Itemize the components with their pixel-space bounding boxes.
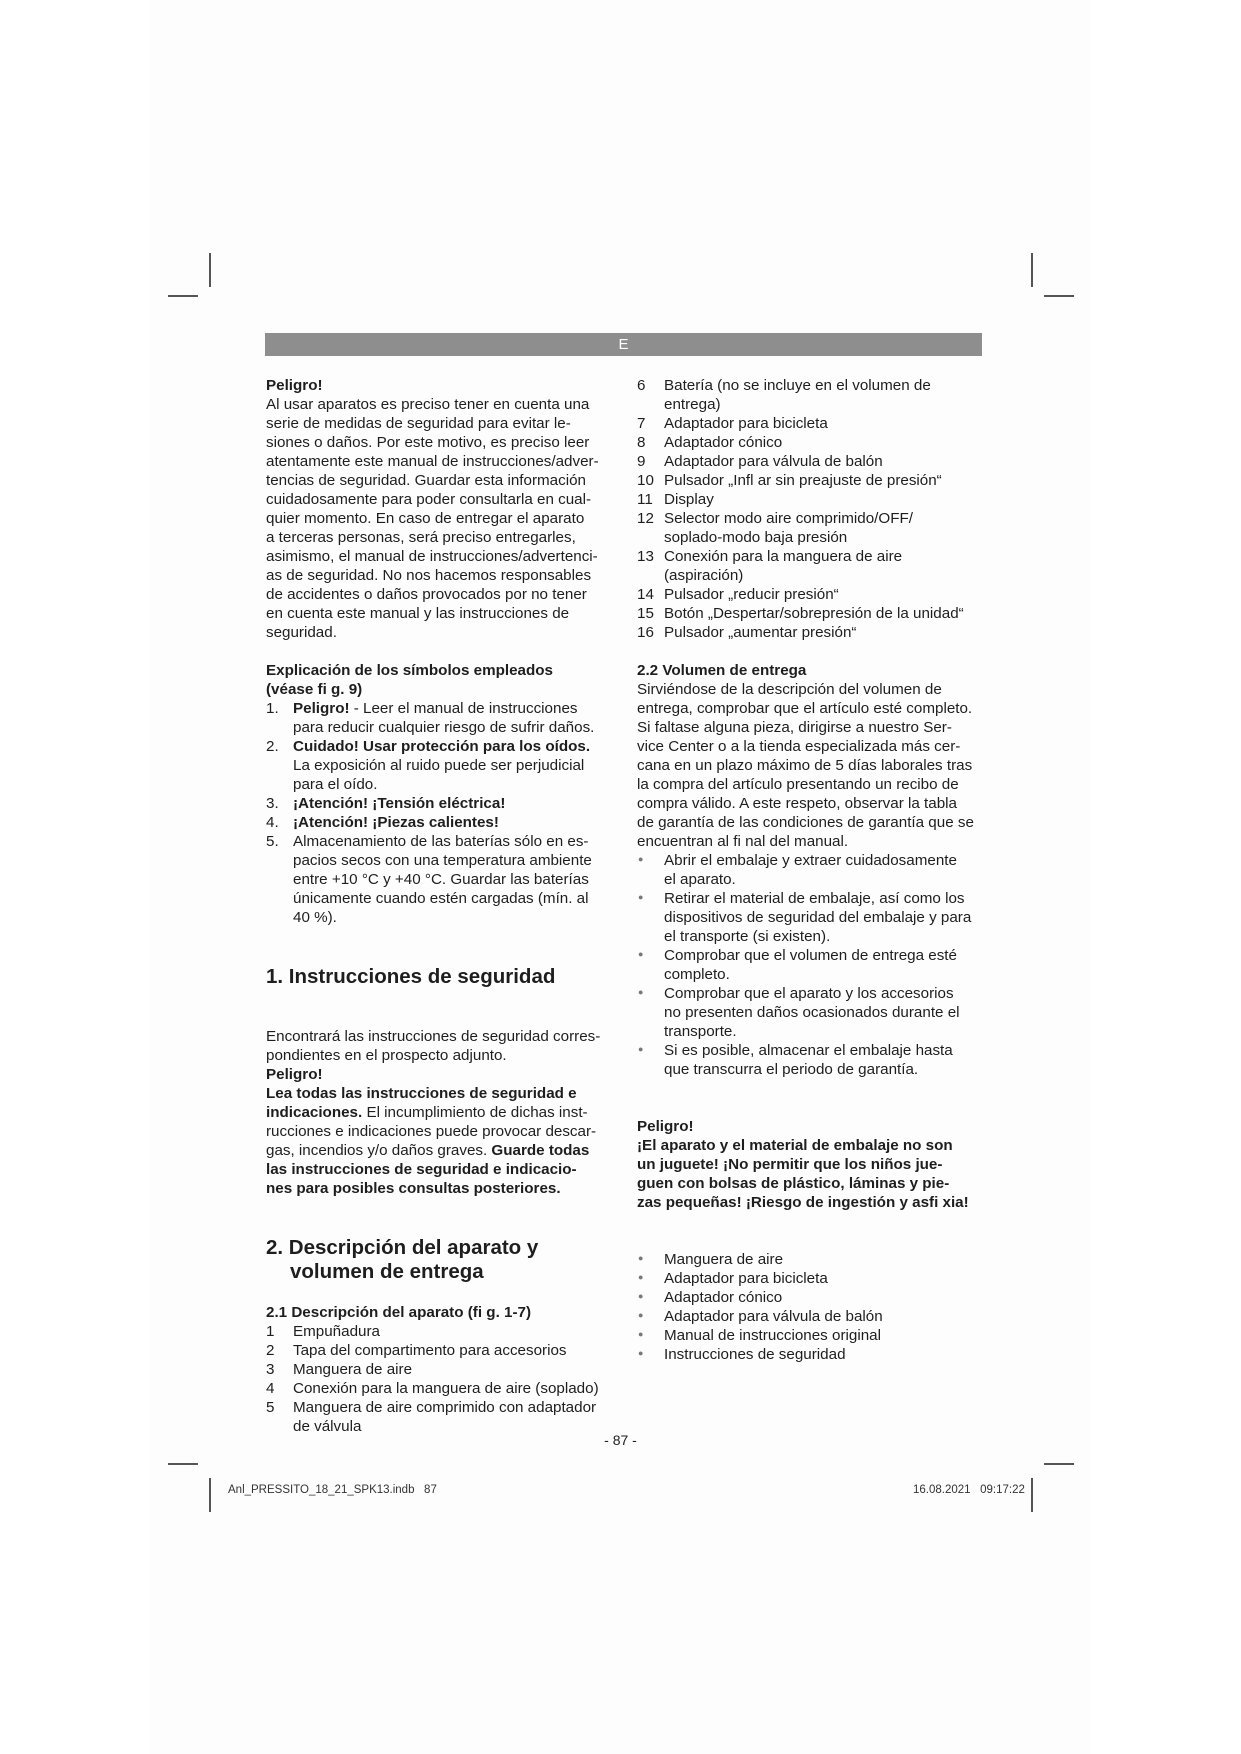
symbol-title: ¡Atención! ¡Tensión eléctrica!: [293, 795, 506, 812]
part-name: Conexión para la manguera de aire (soplado): [293, 1380, 599, 1397]
text-line: Almacenamiento de las baterías sólo en es-: [293, 833, 589, 850]
list-number: 11: [637, 491, 653, 508]
unpacking-steps-list: [637, 851, 989, 1079]
list-number: 16: [637, 624, 654, 641]
part-name: Tapa del compartimento para accesorios: [293, 1342, 567, 1359]
text-line: 40 %).: [293, 909, 337, 926]
list-item: [637, 509, 989, 547]
list-item: [637, 490, 989, 509]
crop-mark-bottom-left-h: [168, 1463, 198, 1465]
list-item: [637, 1269, 989, 1288]
text-line: as de seguridad. No nos hacemos responsables: [266, 567, 592, 584]
content-item: Adaptador para válvula de balón: [664, 1308, 883, 1325]
list-number: 4.: [266, 814, 279, 831]
list-number: 9: [637, 453, 646, 470]
list-item: [637, 1041, 989, 1079]
crop-mark-bottom-left-v: [209, 1478, 211, 1512]
list-number: 4: [266, 1380, 275, 1397]
text-line: Guarde todas: [487, 1142, 590, 1159]
text-line: cuidadosamente para poder consultarla en cual-: [266, 491, 592, 508]
text-line: compra válido. A este respeto, observar la tabla: [637, 795, 957, 812]
list-number: 8: [637, 434, 646, 451]
list-item: [637, 452, 989, 471]
text-line: zas pequeñas! ¡Riesgo de ingestión y asfi xia!: [637, 1194, 969, 1211]
list-number: 5.: [266, 833, 279, 850]
list-item: [266, 1379, 618, 1398]
text-line: únicamente cuando estén cargadas (mín. al: [293, 890, 589, 907]
text-line: gas, incendios y/o daños graves.: [266, 1142, 488, 1159]
part-name: Adaptador para válvula de balón: [664, 453, 883, 470]
crop-mark-bottom-right-h: [1044, 1463, 1074, 1465]
part-name: Adaptador cónico: [664, 434, 783, 451]
text-line: Abrir el embalaje y extraer cuidadosamente: [664, 852, 957, 869]
symbols-list: [266, 699, 618, 927]
list-item: [637, 1326, 989, 1345]
list-number: 6: [637, 377, 646, 394]
symbol-title: Cuidado! Usar protección para los oídos.: [293, 738, 591, 755]
text-line: entrega, comprobar que el artículo esté completo.: [637, 700, 973, 717]
symbol-title: Peligro!: [293, 700, 350, 717]
text-line: indicaciones.: [266, 1104, 363, 1121]
danger-paragraph: [266, 395, 618, 642]
text-line: quier momento. En caso de entregar el aparato: [266, 510, 585, 527]
list-item: [637, 946, 989, 984]
text-line: atentamente este manual de instrucciones/adver-: [266, 453, 599, 470]
list-item: [637, 604, 989, 623]
list-item: [637, 1307, 989, 1326]
delivery-paragraph: [637, 680, 989, 851]
text-line: seguridad.: [266, 624, 337, 641]
crop-mark-top-left-h: [168, 295, 198, 297]
text-line: rucciones e indicaciones puede provocar descar-: [266, 1123, 597, 1140]
text-line: pondientes en el prospecto adjunto.: [266, 1047, 507, 1064]
text-line: Encontrará las instrucciones de seguridad corres-: [266, 1028, 601, 1045]
crop-mark-top-right-v: [1031, 253, 1033, 287]
list-number: 14: [637, 586, 654, 603]
part-name: Conexión para la manguera de aire: [664, 548, 903, 565]
crop-mark-top-left-v: [209, 253, 211, 287]
text-line: cana en un plazo máximo de 5 días laborales tras: [637, 757, 973, 774]
text-line: El incumplimiento de dichas inst-: [362, 1104, 588, 1121]
list-item: [266, 699, 618, 737]
text-line: - Leer el manual de instrucciones: [349, 700, 578, 717]
part-name: Empuñadura: [293, 1323, 380, 1340]
symbols-heading: Explicación de los símbolos empleados: [266, 662, 553, 679]
section-2-heading-cont: volumen de entrega: [290, 1260, 484, 1283]
part-name: entrega): [664, 396, 721, 413]
list-number: 2: [266, 1342, 275, 1359]
text-line: en cuenta este manual y las instrucciones de: [266, 605, 570, 622]
text-line: a terceras personas, será preciso entregarles,: [266, 529, 576, 546]
list-number: 12: [637, 510, 654, 527]
text-line: que transcurra el periodo de garantía.: [664, 1061, 919, 1078]
package-contents-list: [637, 1250, 989, 1364]
list-item: [266, 1341, 618, 1360]
text-line: guen con bolsas de plástico, láminas y pie-: [637, 1175, 950, 1192]
list-number: 5: [266, 1399, 275, 1416]
symbol-title: ¡Atención! ¡Piezas calientes!: [293, 814, 499, 831]
part-name: Display: [664, 491, 714, 508]
text-line: no presenten daños ocasionados durante el: [664, 1004, 960, 1021]
text-line: entre +10 °C y +40 °C. Guardar las baterías: [293, 871, 589, 888]
parts-list-a: [266, 1322, 618, 1436]
text-line: de garantía de las condiciones de garantía que se: [637, 814, 974, 831]
text-line: Lea todas las instrucciones de seguridad e: [266, 1085, 577, 1102]
subsection-2-1-heading: 2.1 Descripción del aparato (fi g. 1-7): [266, 1304, 532, 1321]
list-number: 3.: [266, 795, 279, 812]
language-label: E: [618, 336, 629, 353]
list-item: [637, 1345, 989, 1364]
text-line: el transporte (si existen).: [664, 928, 831, 945]
language-header-bar: [265, 333, 982, 356]
parts-list-b: [637, 376, 989, 642]
list-number: 3: [266, 1361, 275, 1378]
list-number: 10: [637, 472, 654, 489]
text-line: pacios secos con una temperatura ambiente: [293, 852, 592, 869]
list-item: [637, 889, 989, 946]
list-item: [266, 813, 618, 832]
list-item: [266, 737, 618, 794]
crop-mark-top-right-h: [1044, 295, 1074, 297]
list-item: [637, 471, 989, 490]
content-item: Manguera de aire: [664, 1251, 784, 1268]
subsection-2-2-heading: 2.2 Volumen de entrega: [637, 662, 807, 679]
text-line: completo.: [664, 966, 730, 983]
text-line: tencias de seguridad. Guardar esta información: [266, 472, 586, 489]
list-number: 2.: [266, 738, 279, 755]
text-line: la compra del artículo presentando un recibo de: [637, 776, 959, 793]
list-number: 13: [637, 548, 654, 565]
list-item: [637, 433, 989, 452]
list-item: [637, 984, 989, 1041]
part-name: Pulsador „Infl ar sin preajuste de presión“: [664, 472, 942, 489]
page-number: - 87 -: [604, 1432, 637, 1448]
text-line: dispositivos de seguridad del embalaje y para: [664, 909, 972, 926]
list-item: [266, 1360, 618, 1379]
text-line: nes para posibles consultas posteriores.: [266, 1180, 561, 1197]
part-name: (aspiración): [664, 567, 744, 584]
text-line: siones o daños. Por este motivo, es preciso leer: [266, 434, 590, 451]
text-line: para el oído.: [293, 776, 378, 793]
content-item: Adaptador para bicicleta: [664, 1270, 828, 1287]
part-name: Batería (no se incluye en el volumen de: [664, 377, 931, 394]
list-item: [637, 851, 989, 889]
part-name: Pulsador „aumentar presión“: [664, 624, 857, 641]
part-name: Manguera de aire: [293, 1361, 413, 1378]
text-line: Al usar aparatos es preciso tener en cuenta una: [266, 396, 590, 413]
text-line: vice Center o a la tienda especializada más cer-: [637, 738, 961, 755]
crop-mark-bottom-right-v: [1031, 1478, 1033, 1512]
section-1-heading: 1. Instrucciones de seguridad: [266, 965, 556, 988]
part-name: Manguera de aire comprimido con adaptador: [293, 1399, 597, 1416]
list-item: [266, 794, 618, 813]
danger-heading: Peligro!: [266, 1066, 323, 1083]
text-line: serie de medidas de seguridad para evitar le-: [266, 415, 571, 432]
list-item: [637, 623, 989, 642]
text-line: Retirar el material de embalaje, así como los: [664, 890, 965, 907]
text-line: La exposición al ruido puede ser perjudicial: [293, 757, 585, 774]
list-item: [637, 376, 989, 414]
list-item: [637, 414, 989, 433]
part-name: Selector modo aire comprimido/OFF/: [664, 510, 913, 527]
list-number: 15: [637, 605, 654, 622]
text-line: un juguete! ¡No permitir que los niños jue-: [637, 1156, 943, 1173]
list-item: [637, 1288, 989, 1307]
text-line: ¡El aparato y el material de embalaje no son: [637, 1137, 953, 1154]
list-number: 1: [266, 1323, 275, 1340]
list-item: [266, 1398, 618, 1436]
list-item: [637, 585, 989, 604]
text-line: para reducir cualquier riesgo de sufrir daños.: [293, 719, 595, 736]
text-line: de accidentes o daños provocados por no tener: [266, 586, 587, 603]
text-line: transporte.: [664, 1023, 737, 1040]
text-line: encuentran al fi nal del manual.: [637, 833, 849, 850]
danger-heading: Peligro!: [637, 1118, 694, 1135]
list-item: [266, 1322, 618, 1341]
part-name: Botón „Despertar/sobrepresión de la unidad“: [664, 605, 964, 622]
text-line: Comprobar que el volumen de entrega esté: [664, 947, 957, 964]
text-line: Si es posible, almacenar el embalaje hasta: [664, 1042, 953, 1059]
footer-timestamp: 16.08.2021 09:17:22: [913, 1484, 1025, 1496]
text-line: Si faltase alguna pieza, dirigirse a nuestro Ser-: [637, 719, 952, 736]
part-name: soplado-modo baja presión: [664, 529, 848, 546]
footer-file-name: Anl_PRESSITO_18_21_SPK13.indb 87: [228, 1484, 437, 1496]
list-number: 7: [637, 415, 646, 432]
content-item: Instrucciones de seguridad: [664, 1346, 846, 1363]
text-line: Sirviéndose de la descripción del volumen de: [637, 681, 942, 698]
content-item: Manual de instrucciones original: [664, 1327, 881, 1344]
part-name: Pulsador „reducir presión“: [664, 586, 839, 603]
text-line: asimismo, el manual de instrucciones/advertenci-: [266, 548, 598, 565]
left-column: [266, 376, 618, 1436]
list-item: [637, 547, 989, 585]
right-column: [637, 376, 989, 1364]
section-2-heading: 2. Descripción del aparato y: [266, 1236, 539, 1259]
list-item: [637, 1250, 989, 1269]
text-line: el aparato.: [664, 871, 736, 888]
text-line: Comprobar que el aparato y los accesorios: [664, 985, 954, 1002]
content-item: Adaptador cónico: [664, 1289, 783, 1306]
symbols-heading-ref: (véase fi g. 9): [266, 681, 363, 698]
danger-heading: Peligro!: [266, 377, 323, 394]
text-line: las instrucciones de seguridad e indicacio-: [266, 1161, 577, 1178]
part-name: de válvula: [293, 1418, 362, 1435]
list-item: [266, 832, 618, 927]
part-name: Adaptador para bicicleta: [664, 415, 828, 432]
list-number: 1.: [266, 700, 279, 717]
